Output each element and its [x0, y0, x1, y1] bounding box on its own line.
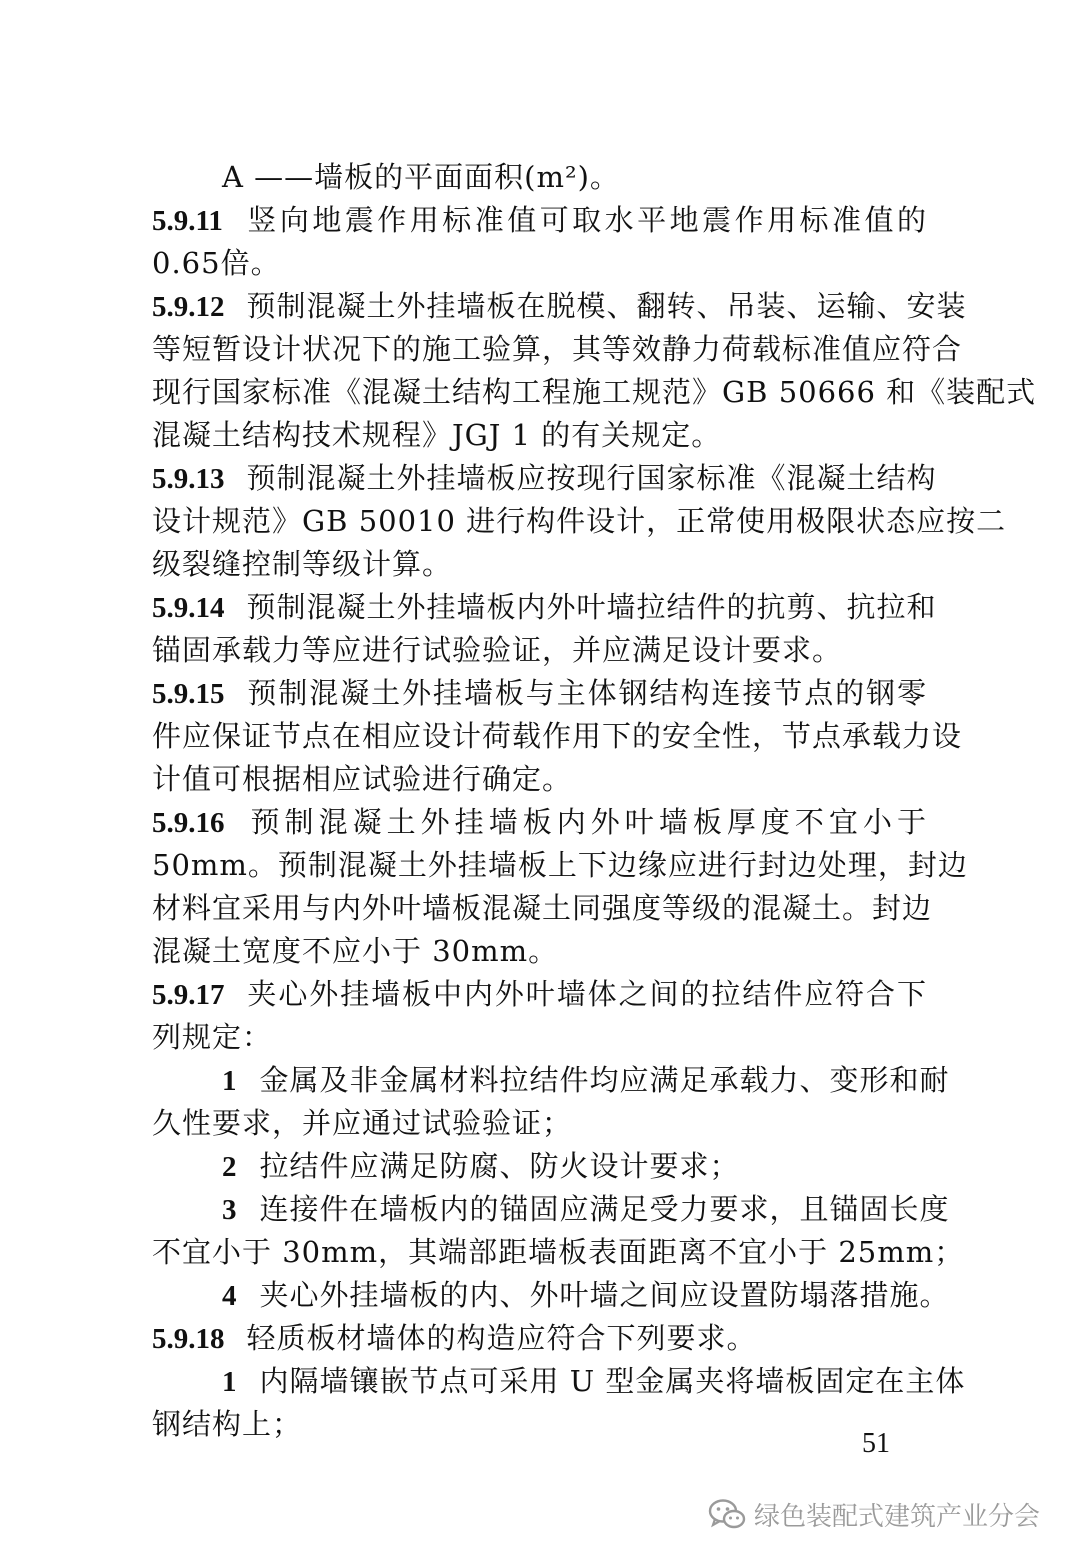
- line-text: 预制混凝土外挂墙板内外叶墙拉结件的抗剪、抗拉和: [246, 590, 937, 624]
- text-line: [152, 931, 927, 971]
- text-line: [152, 243, 927, 283]
- line-text: 内隔墙镶嵌节点可采用 U 型金属夹将墙板固定在主体: [259, 1364, 966, 1398]
- text-line: [222, 1060, 950, 1101]
- text-line: [152, 329, 963, 369]
- line-text: 50mm。预制混凝土外挂墙板上下边缘应进行封边处理，封边: [152, 848, 968, 882]
- line-text: 预制混凝土外挂墙板与主体钢结构连接节点的钢零: [246, 676, 927, 710]
- watermark-text: 绿色装配式建筑产业分会: [754, 1501, 1041, 1532]
- clause-number: 5.9.14: [152, 592, 225, 624]
- text-line: [152, 759, 927, 799]
- clause-number: 5.9.18: [152, 1323, 225, 1355]
- page-number: 51: [862, 1428, 890, 1459]
- line-text: 0.65倍。: [152, 246, 281, 280]
- watermark: [708, 1494, 1040, 1534]
- text-line: [222, 1361, 966, 1402]
- clause-number: 5.9.17: [152, 979, 225, 1011]
- item-number: 4: [222, 1280, 238, 1312]
- line-text: 钢结构上；: [152, 1407, 303, 1441]
- line-text: 夹心外挂墙板中内外叶墙体之间的拉结件应符合下: [246, 977, 927, 1011]
- clause-number: 5.9.12: [152, 291, 225, 323]
- text-line: [152, 802, 927, 843]
- text-line: [152, 458, 937, 499]
- item-number: 1: [222, 1366, 238, 1398]
- text-line: [152, 415, 927, 455]
- clause-number: 5.9.16: [152, 807, 225, 839]
- line-text: 预制混凝土外挂墙板内外叶墙板厚度不宜小于: [246, 805, 927, 839]
- line-text: 混凝土结构技术规程》JGJ 1 的有关规定。: [152, 418, 722, 452]
- line-text: 现行国家标准《混凝土结构工程施工规范》GB 50666 和《装配式: [152, 375, 1037, 409]
- item-number: 3: [222, 1194, 238, 1226]
- line-text: 锚固承载力等应进行试验验证，并应满足设计要求。: [152, 633, 843, 667]
- text-line: [222, 1275, 950, 1316]
- clause-number: 5.9.15: [152, 678, 225, 710]
- line-text: 竖向地震作用标准值可取水平地震作用标准值的: [244, 203, 927, 237]
- clause-number: 5.9.11: [152, 205, 223, 237]
- line-text: 等短暂设计状况下的施工验算，其等效静力荷载标准值应符合: [152, 332, 963, 366]
- text-line: [152, 1318, 927, 1359]
- text-line: [222, 1146, 927, 1187]
- line-text: A ——墙板的平面面积(m²)。: [222, 160, 620, 194]
- text-line: [152, 372, 1037, 412]
- item-number: 1: [222, 1065, 238, 1097]
- line-text: 连接件在墙板内的锚固应满足受力要求，且锚固长度: [259, 1192, 950, 1226]
- line-text: 级裂缝控制等级计算。: [152, 547, 453, 581]
- text-line: [152, 974, 927, 1015]
- line-text: 不宜小于 30mm，其端部距墙板表面距离不宜小于 25mm；: [152, 1235, 965, 1269]
- line-text: 预制混凝土外挂墙板应按现行国家标准《混凝土结构: [246, 461, 937, 495]
- text-line: [152, 587, 937, 628]
- text-line: [152, 544, 927, 584]
- line-text: 列规定：: [152, 1020, 273, 1054]
- line-text: 件应保证节点在相应设计荷载作用下的安全性，节点承载力设: [152, 719, 963, 753]
- text-line: [222, 157, 927, 197]
- text-line: [152, 673, 927, 714]
- text-line: [152, 630, 927, 670]
- line-text: 拉结件应满足防腐、防火设计要求；: [259, 1149, 740, 1183]
- text-line: [152, 286, 967, 327]
- line-text: 久性要求，并应通过试验验证；: [152, 1106, 573, 1140]
- line-text: 混凝土宽度不应小于 30mm。: [152, 934, 559, 968]
- line-text: 夹心外挂墙板的内、外叶墙之间应设置防塌落措施。: [259, 1278, 950, 1312]
- text-line: [222, 1189, 950, 1230]
- wechat-icon: [708, 1498, 746, 1530]
- text-line: [152, 716, 963, 756]
- text-line: [152, 501, 1007, 541]
- item-number: 2: [222, 1151, 238, 1183]
- line-text: 金属及非金属材料拉结件均应满足承载力、变形和耐: [259, 1063, 950, 1097]
- line-text: 预制混凝土外挂墙板在脱模、翻转、吊装、运输、安装: [246, 289, 967, 323]
- text-line: [152, 845, 968, 885]
- clause-number: 5.9.13: [152, 463, 225, 495]
- text-line: [152, 200, 927, 241]
- line-text: 轻质板材墙体的构造应符合下列要求。: [246, 1321, 757, 1355]
- text-line: [152, 1103, 927, 1143]
- text-line: [152, 1404, 927, 1444]
- line-text: 计值可根据相应试验进行确定。: [152, 762, 573, 796]
- text-line: [152, 888, 933, 928]
- line-text: 设计规范》GB 50010 进行构件设计，正常使用极限状态应按二: [152, 504, 1007, 538]
- text-line: [152, 1017, 927, 1057]
- line-text: 材料宜采用与内外叶墙板混凝土同强度等级的混凝土。封边: [152, 891, 933, 925]
- text-line: [152, 1232, 965, 1272]
